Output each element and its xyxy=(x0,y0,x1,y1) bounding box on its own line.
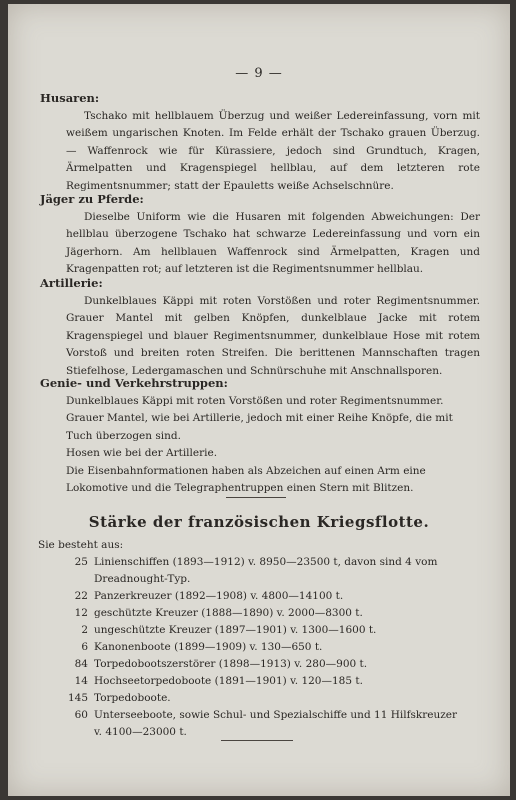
ship-count: 84 xyxy=(74,658,88,670)
list-item xyxy=(38,622,488,639)
section-line: Hosen wie bei der Artillerie. xyxy=(66,447,218,459)
section-text: Dieselbe Uniform wie die Husaren mit folgenden Abweichungen: Der hellblau überzogene Tschako hat schwarze Ledereinfassung und vorn ein Jägerhorn. Am hellblauen Waffenrock sind Ärmelpatten, Kragen und Kragenpatten rot; auf letzteren ist die Regimentsnummer hellblau. xyxy=(66,210,480,275)
section-line: Dunkelblaues Käppi mit roten Vorstößen und roter Regimentsnummer. xyxy=(66,394,444,407)
ship-description: Torpedoboote. xyxy=(94,692,171,704)
section-text: Tschako mit hellblauem Überzug und weißer Ledereinfassung, vorn mit weißem ungarischen Knoten. Im Felde erhält der Tschako grauen Überzug. — Waffenrock wie für Kürassiere, jedoch sind Grundtuch, Kragen, Ärmelpatten und Kragenspiegel hellblau, auf dem letzteren rote Regimentsnummer; statt der Epauletts weiße Achselschnüre. xyxy=(66,109,480,192)
section-heading: Husaren: xyxy=(40,91,100,105)
ship-description: ungeschützte Kreuzer (1897—1901) v. 1300—1600 t. xyxy=(94,624,377,636)
section-line: Grauer Mantel, wie bei Artillerie, jedoch mit einer Reihe Knöpfe, die mit Tuch überzogen sind. xyxy=(66,412,453,442)
ship-description: Kanonenboote (1899—1909) v. 130—650 t. xyxy=(94,641,323,653)
section-jaeger xyxy=(40,191,480,279)
ship-description-continued: v. 4100—23000 t. xyxy=(94,726,187,738)
ship-count: 12 xyxy=(74,607,88,619)
section-heading: Genie- und Verkehrstruppen: xyxy=(40,376,228,390)
fleet-list xyxy=(38,537,488,741)
section-husaren xyxy=(40,90,480,195)
list-item xyxy=(38,707,488,724)
list-item xyxy=(38,605,488,622)
section-line: Die Eisenbahnformationen haben als Abzeichen auf einen Arm eine Lokomotive und die Telegraphentruppen einen Stern mit Blitzen. xyxy=(66,464,426,494)
list-item xyxy=(38,690,488,707)
ship-count: 14 xyxy=(74,675,88,687)
ship-description: Hochseetorpedoboote (1891—1901) v. 120—185 t. xyxy=(94,675,363,687)
list-item xyxy=(38,588,488,605)
ship-description-continued: Dreadnought-Typ. xyxy=(94,573,191,585)
ship-count: 22 xyxy=(74,590,88,602)
book-page xyxy=(8,4,510,796)
section-text: Dunkelblaues Käppi mit roten Vorstößen und roter Regimentsnummer. Grauer Mantel mit gelben Knöpfen, dunkelblaue Jacke mit rotem Kragenspiegel und blauer Regimentsnummer, dunkelblaue Hose mit rotem Vorstoß und breiten roten Streifen. Die berittenen Mannschaften tragen Stiefelhose, Ledergamaschen und Schnürschuhe mit Anschnallsporen. xyxy=(66,294,480,377)
list-item xyxy=(38,554,488,571)
ship-count: 145 xyxy=(67,692,88,704)
ship-description: Panzerkreuzer (1892—1908) v. 4800—14100 t. xyxy=(94,590,344,602)
page-number: — 9 — xyxy=(235,66,283,81)
list-item xyxy=(38,673,488,690)
ship-count: 2 xyxy=(81,624,88,636)
section-artillerie xyxy=(40,275,480,380)
ship-description: Unterseeboote, sowie Schul- und Spezialschiffe und 11 Hilfskreuzer xyxy=(94,709,457,721)
fleet-title: Stärke der französischen Kriegsflotte. xyxy=(88,513,430,531)
list-item xyxy=(38,656,488,673)
ship-description: Torpedobootszerstörer (1898—1913) v. 280—900 t. xyxy=(94,658,368,670)
section-heading: Jäger zu Pferde: xyxy=(40,192,144,206)
ship-count: 25 xyxy=(74,556,88,568)
list-item xyxy=(38,639,488,656)
ship-description: geschützte Kreuzer (1888—1890) v. 2000—8300 t. xyxy=(94,607,363,619)
fleet-intro: Sie besteht aus: xyxy=(38,539,124,551)
ship-count: 6 xyxy=(81,641,88,653)
bottom-divider xyxy=(221,740,293,741)
section-divider xyxy=(226,497,286,498)
ship-count: 60 xyxy=(74,709,88,721)
section-genie xyxy=(40,375,480,498)
ship-description: Linienschiffen (1893—1912) v. 8950—23500 t, davon sind 4 vom xyxy=(94,556,438,568)
section-heading: Artillerie: xyxy=(40,276,103,290)
